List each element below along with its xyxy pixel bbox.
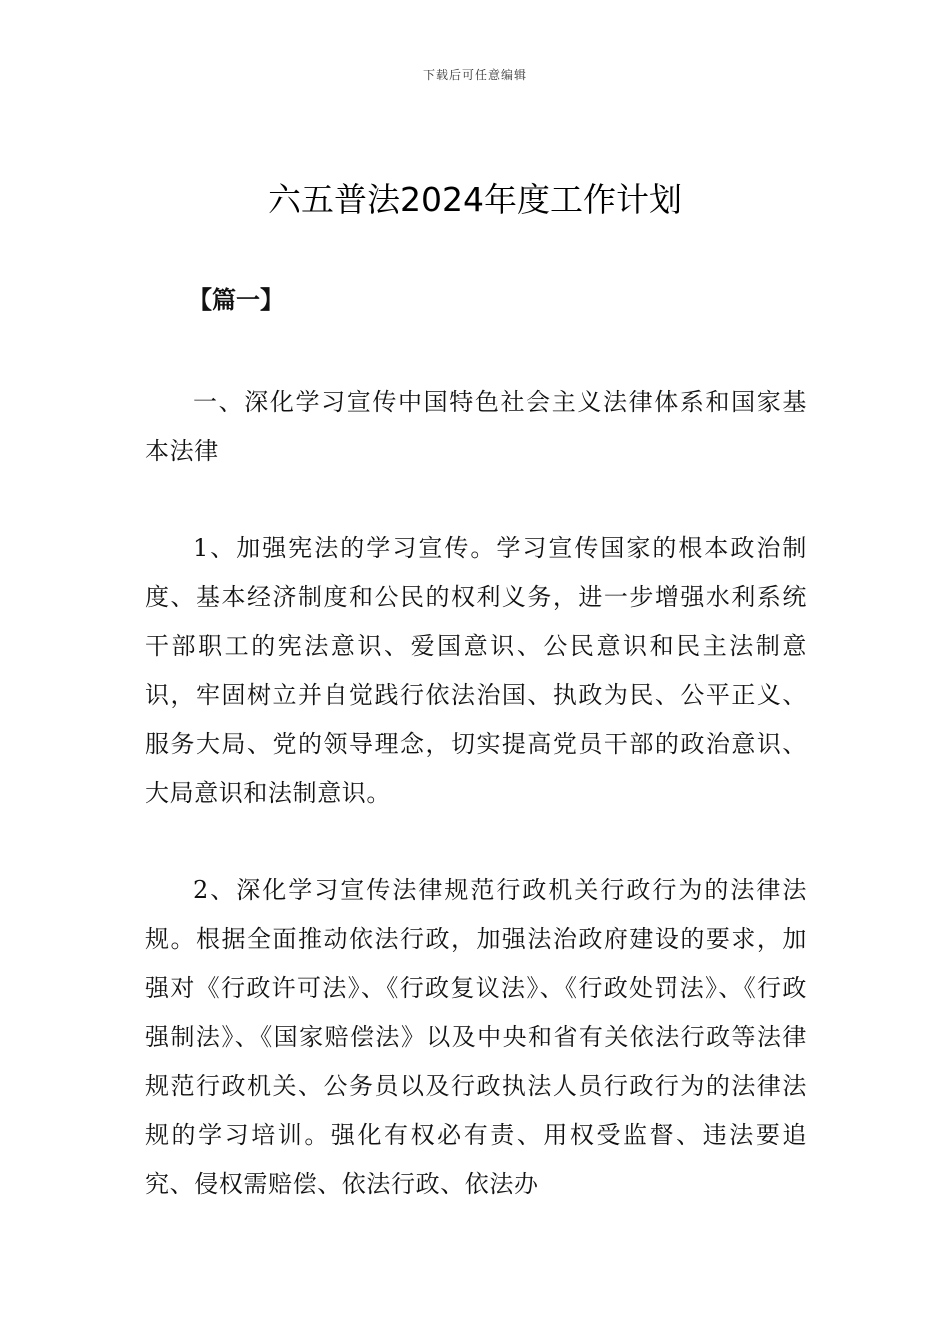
paragraph-item-1: 1、加强宪法的学习宣传。学习宣传国家的根本政治制度、基本经济制度和公民的权利义务，进一步增强水利系统干部职工的宪法意识、爱国意识、公民意识和民主法制意识，牢固树立并自觉践行依法治国、执政为民、公平正义、服务大局、党的领导理念，切实提高党员干部的政治意识、大局意识和法制意识。: [145, 534, 807, 807]
document-title: 六五普法2024年度工作计划: [268, 180, 682, 219]
paragraph-heading-1: 一、深化学习宣传中国特色社会主义法律体系和国家基本法律: [145, 388, 807, 465]
document-body: [145, 378, 807, 1257]
paragraph-item-2: 2、深化学习宣传法律规范行政机关行政行为的法律法规。根据全面推动依法行政，加强法治政府建设的要求，加强对《行政许可法》、《行政复议法》、《行政处罚法》、《行政强制法》、《国家赔偿法》以及中央和省有关依法行政等法律规范行政机关、公务员以及行政执法人员行政行为的法律法规的学习培训。强化有权必有责、用权受监督、违法要追究、侵权需赔偿、依法行政、依法办: [145, 876, 807, 1198]
section-tag: 【篇一】: [188, 286, 284, 314]
header-note: 下载后可任意编辑: [422, 68, 527, 82]
